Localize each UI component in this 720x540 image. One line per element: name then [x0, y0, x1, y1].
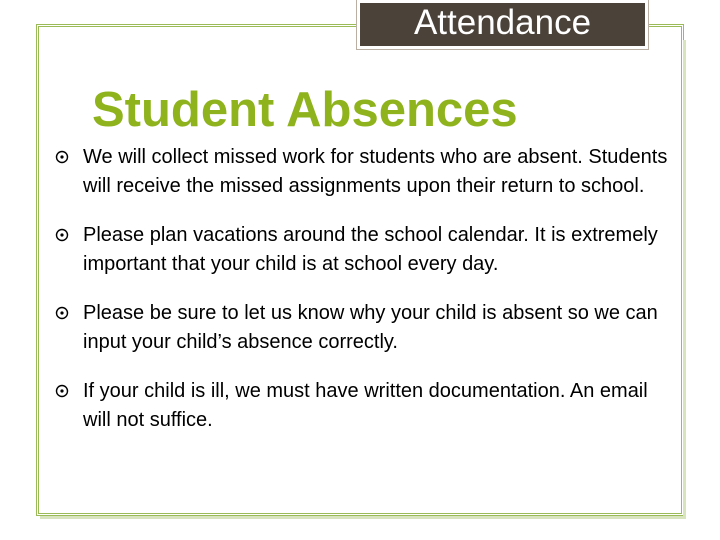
section-tab [356, 0, 649, 50]
section-tab-label: Attendance [359, 2, 646, 47]
slide-title: Student Absences [92, 83, 518, 137]
bullet-text: Please plan vacations around the school calendar. It is extremely important that your child is at school every day. [83, 224, 658, 275]
bullet-item [54, 221, 678, 279]
target-bullet-icon [55, 150, 69, 164]
bullet-item [54, 143, 678, 201]
frame-shadow-right [683, 40, 686, 518]
bullet-list [54, 143, 678, 455]
bullet-text: Please be sure to let us know why your child is absent so we can input your child’s absence correctly. [83, 302, 658, 353]
bullet-item [54, 377, 678, 435]
frame-shadow-bottom [40, 516, 686, 519]
target-bullet-icon [55, 228, 69, 242]
bullet-text: We will collect missed work for students who are absent. Students will receive the missed assignments upon their return to school. [83, 146, 668, 197]
bullet-text: If your child is ill, we must have written documentation. An email will not suffice. [83, 380, 648, 431]
bullet-item [54, 299, 678, 357]
target-bullet-icon [55, 306, 69, 320]
target-bullet-icon [55, 384, 69, 398]
